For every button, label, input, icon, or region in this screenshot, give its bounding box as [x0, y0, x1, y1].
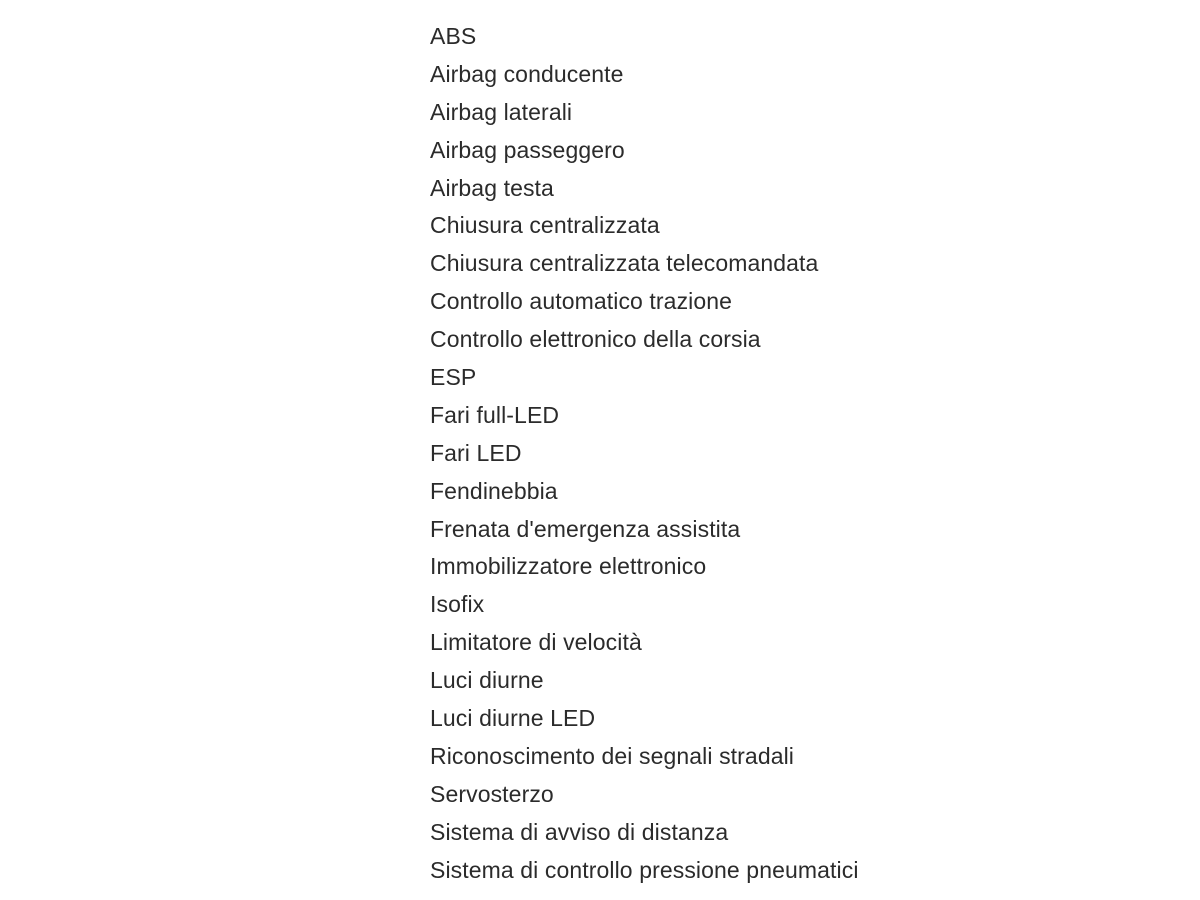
list-item: ABS — [430, 23, 477, 49]
list-item: Frenata d'emergenza assistita — [430, 515, 741, 542]
list-item: Chiusura centralizzata telecomandata — [430, 250, 819, 277]
list-item: Sistema di controllo pressione pneumatici — [430, 856, 859, 883]
list-item: Isofix — [430, 591, 485, 618]
list-item: Airbag laterali — [430, 98, 573, 125]
list-item: Sistema di avviso di distanza — [430, 818, 729, 845]
list-item: Fari full-LED — [430, 401, 560, 428]
list-item: Luci diurne LED — [430, 705, 596, 732]
list-item: Controllo elettronico della corsia — [430, 326, 761, 353]
list-item: ESP — [430, 364, 477, 391]
list-item: Airbag passeggero — [430, 136, 625, 163]
list-item: Servosterzo — [430, 780, 554, 807]
list-item: Riconoscimento dei segnali stradali — [430, 742, 795, 769]
list-item: Controllo automatico trazione — [430, 288, 733, 315]
list-item: Airbag conducente — [430, 60, 624, 87]
list-item: Immobilizzatore elettronico — [430, 553, 707, 580]
list-item: Fendinebbia — [430, 477, 558, 504]
list-item: Chiusura centralizzata — [430, 212, 660, 239]
list-item: Fari LED — [430, 439, 522, 466]
list-item: Airbag testa — [430, 174, 554, 201]
list-item: Luci diurne — [430, 667, 544, 694]
list-item: Limitatore di velocità — [430, 629, 642, 656]
feature-list — [430, 18, 859, 889]
